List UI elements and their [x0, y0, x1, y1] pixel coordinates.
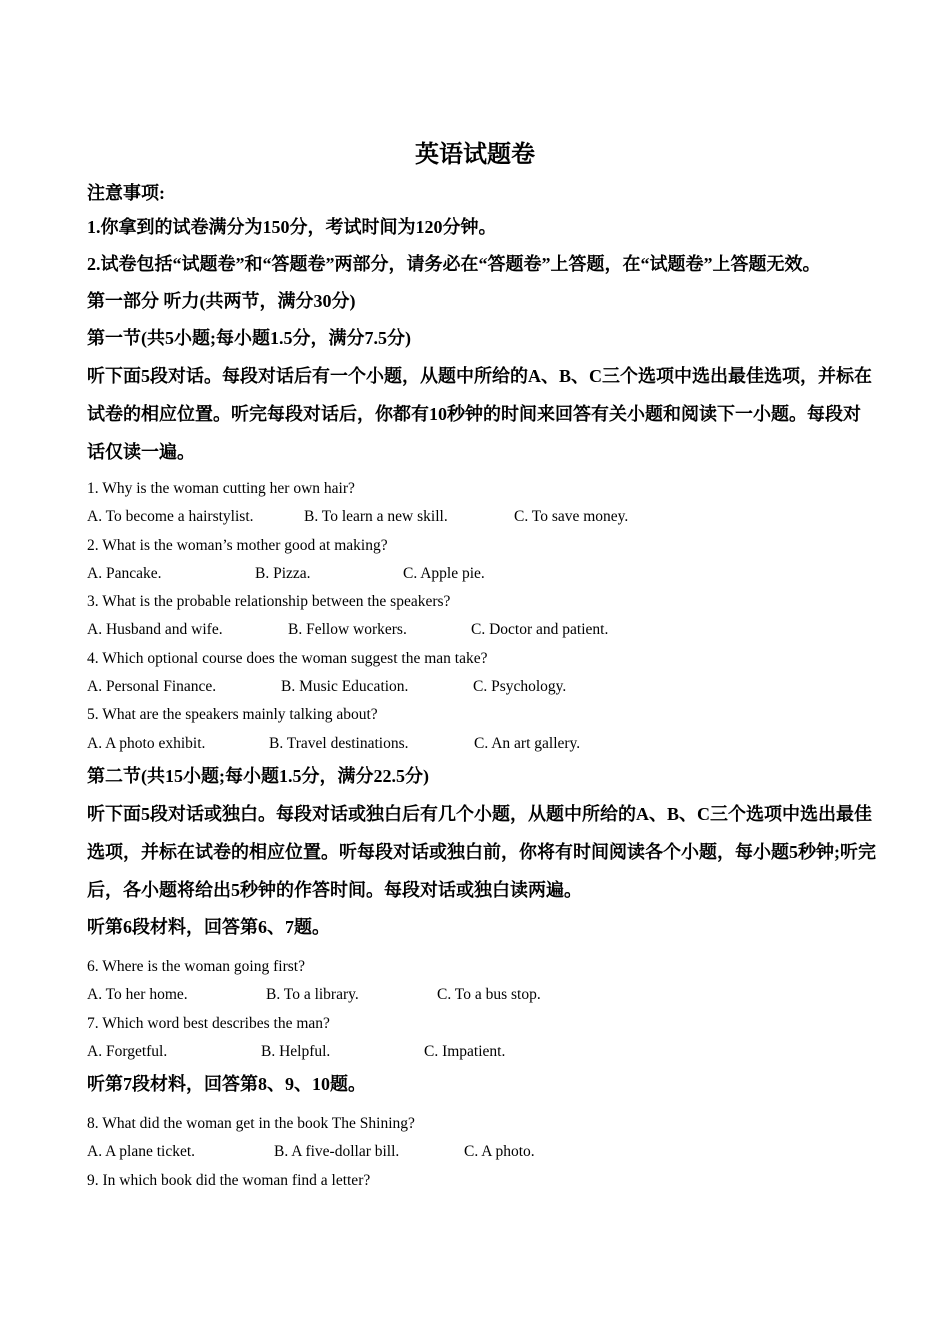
option-c: C. To a bus stop. [437, 986, 541, 1004]
notes-item-1: 1.你拿到的试卷满分为150分，考试时间为120分钟。 [87, 217, 497, 237]
option-b: B. A five-dollar bill. [274, 1143, 400, 1161]
option-a: A. Personal Finance. [87, 678, 217, 696]
option-a: A. Husband and wife. [87, 621, 223, 639]
option-a: A. Forgetful. [87, 1042, 168, 1060]
notes-heading: 注意事项: [87, 183, 165, 203]
section1-directions: 听下面5段对话。每段对话后有一个小题，从题中所给的A、B、C三个选项中选出最佳选项，并标在试卷的相应位置。听完每段对话后，你都有10秒钟的时间来回答有关小题和阅读下一小题。每段对话仅读一遍。 [87, 366, 872, 462]
option-c: C. A photo. [464, 1143, 535, 1161]
question-9: 9. In which book did the woman find a letter? [87, 1171, 371, 1189]
question-3: 3. What is the probable relationship between the speakers? [87, 593, 451, 611]
question-6-options [87, 981, 877, 1009]
question-1: 1. Why is the woman cutting her own hair? [87, 480, 355, 497]
option-b: B. Pizza. [255, 564, 311, 582]
option-b: B. To learn a new skill. [304, 508, 448, 526]
exam-content [87, 177, 877, 1195]
option-c: C. Doctor and patient. [471, 621, 609, 639]
question-7: 7. Which word best describes the man? [87, 1014, 330, 1032]
option-c: C. An art gallery. [474, 734, 581, 752]
option-a: A. A photo exhibit. [87, 734, 206, 752]
question-6: 6. Where is the woman going first? [87, 957, 305, 975]
section2-directions: 听下面5段对话或独白。每段对话或独白后有几个小题，从题中所给的A、B、C三个选项中选出最佳选项，并标在试卷的相应位置。听每段对话或独白前，你将有时间阅读各个小题，每小题5秒钟;听完后，各小题将给出5秒钟的作答时间。每段对话或独白读两遍。 [87, 803, 876, 900]
part1-heading: 第一部分 听力(共两节，满分30分) [87, 291, 356, 311]
option-b: B. To a library. [266, 986, 359, 1004]
question-4-options [87, 673, 877, 701]
notes-item-2: 2.试卷包括“试题卷”和“答题卷”两部分，请务必在“答题卷”上答题，在“试题卷”上答题无效。 [87, 254, 821, 274]
section1-heading: 第一节(共5小题;每小题1.5分，满分7.5分) [87, 328, 411, 348]
option-a: A. Pancake. [87, 564, 162, 582]
question-5-options [87, 730, 877, 758]
option-a: A. To her home. [87, 986, 188, 1004]
option-b: B. Music Education. [281, 678, 409, 696]
option-c: C. Apple pie. [403, 564, 485, 582]
option-a: A. To become a hairstylist. [87, 508, 254, 526]
question-7-options [87, 1038, 877, 1066]
option-c: C. To save money. [514, 508, 629, 526]
question-3-options [87, 616, 877, 644]
page-title: 英语试题卷 [415, 142, 535, 168]
material-6-heading: 听第6段材料，回答第6、7题。 [87, 916, 330, 937]
question-2-options [87, 560, 877, 588]
question-4: 4. Which optional course does the woman suggest the man take? [87, 649, 488, 667]
material-7-heading: 听第7段材料，回答第8、9、10题。 [87, 1074, 366, 1095]
option-c: C. Impatient. [424, 1042, 506, 1060]
section2-heading: 第二节(共15小题;每小题1.5分，满分22.5分) [87, 765, 429, 786]
option-b: B. Fellow workers. [288, 621, 407, 639]
question-8: 8. What did the woman get in the book The Shining? [87, 1115, 415, 1133]
question-2: 2. What is the woman’s mother good at making? [87, 536, 388, 554]
option-a: A. A plane ticket. [87, 1143, 196, 1161]
option-b: B. Helpful. [261, 1042, 331, 1060]
option-b: B. Travel destinations. [269, 734, 409, 752]
question-5: 5. What are the speakers mainly talking about? [87, 706, 378, 724]
question-8-options [87, 1138, 877, 1166]
option-c: C. Psychology. [473, 678, 567, 696]
question-1-options [87, 503, 877, 531]
